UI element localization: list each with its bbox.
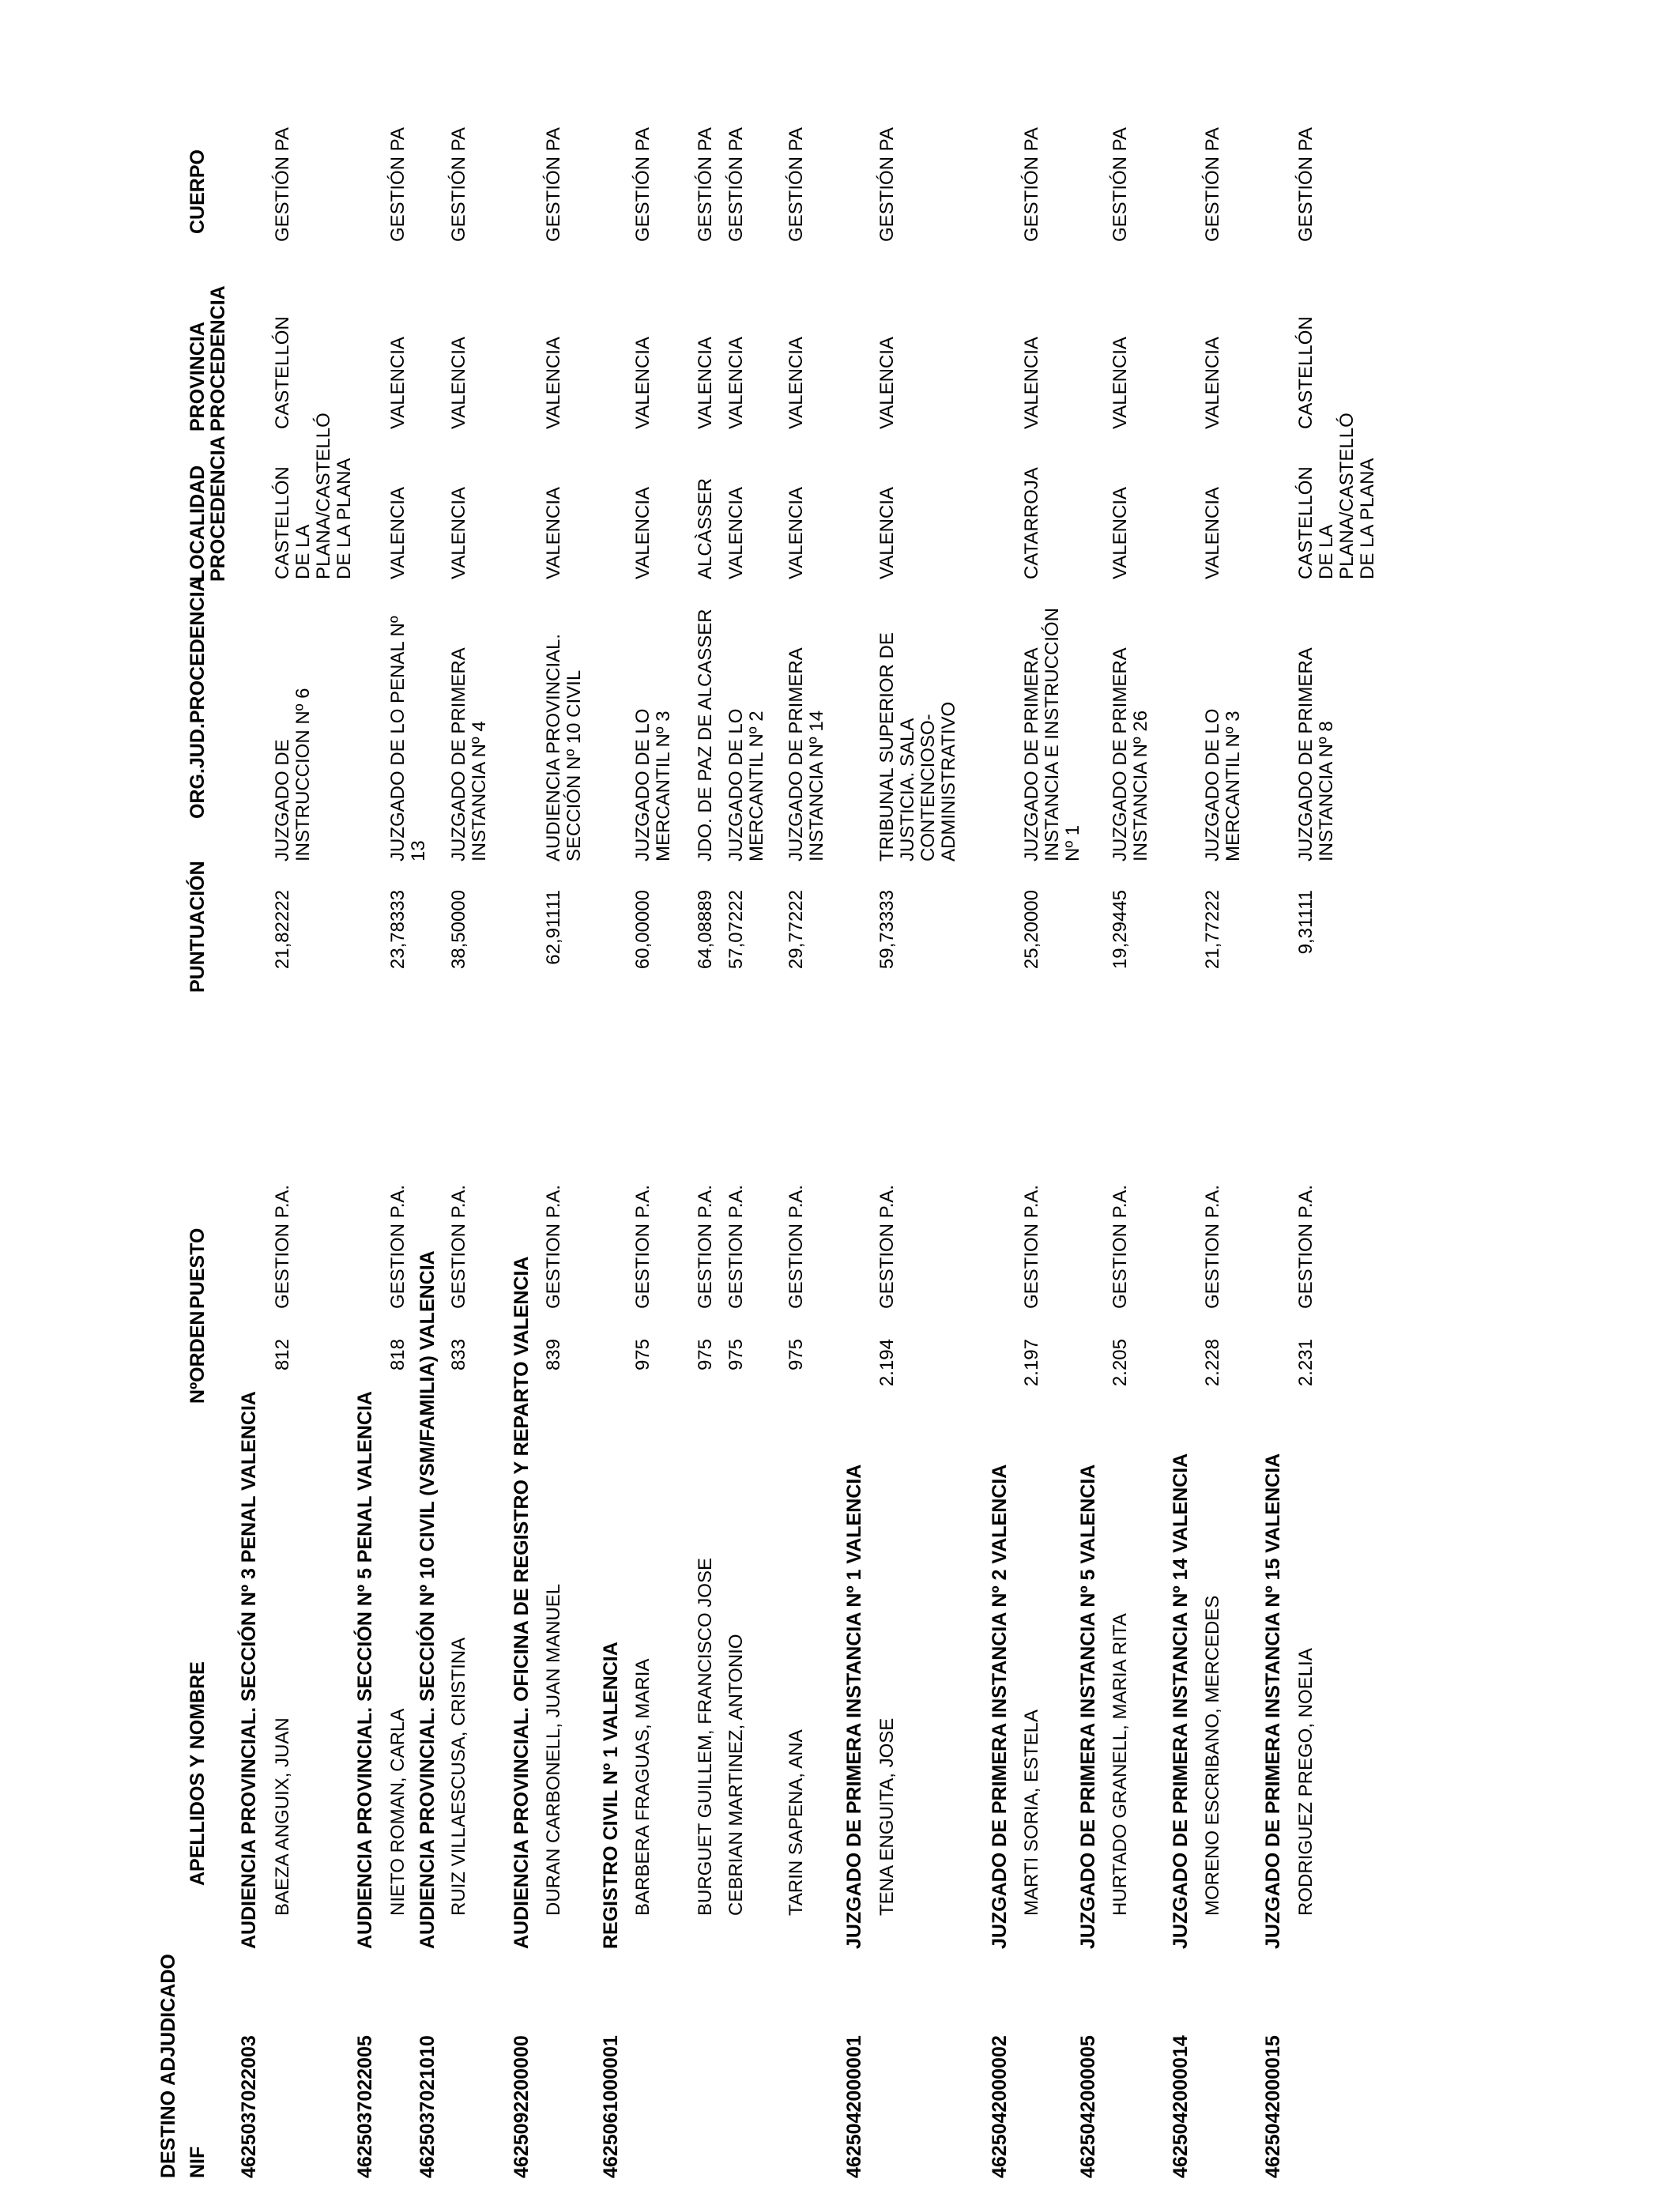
row-provincia: VALENCIA — [785, 337, 807, 429]
row-localidad: VALENCIA — [448, 487, 469, 579]
row-name: TARIN SAPENA, ANA — [785, 1729, 807, 1916]
header-org: ORG.JUD.PROCEDENCIA — [186, 577, 209, 819]
group-title: AUDIENCIA PROVINCIAL. SECCIÓN Nº 3 PENAL VALENCIA — [238, 1391, 260, 1949]
row-provincia: VALENCIA — [725, 337, 747, 429]
row-puntuacion: 57,07222 — [725, 890, 747, 970]
row-org-procedencia: JUZGADO DE LO MERCANTIL Nº 3 — [632, 708, 674, 861]
row-provincia: VALENCIA — [695, 337, 716, 429]
row-cuerpo: GESTIÓN PA — [632, 127, 654, 242]
row-provincia: VALENCIA — [448, 337, 469, 429]
row-orden: 812 — [272, 1339, 293, 1371]
row-puntuacion: 19,29445 — [1109, 890, 1131, 970]
row-puesto: GESTION P.A. — [1021, 1185, 1042, 1309]
row-org-procedencia: AUDIENCIA PROVINCIAL. SECCIÓN Nº 10 CIVIL — [543, 633, 585, 861]
row-name: RUIZ VILLAESCUSA, CRISTINA — [448, 1637, 469, 1916]
row-org-procedencia: JUZGADO DE LO MERCANTIL Nº 2 — [725, 708, 767, 861]
row-provincia: VALENCIA — [1202, 337, 1223, 429]
row-localidad: VALENCIA — [1109, 487, 1131, 579]
row-cuerpo: GESTIÓN PA — [725, 127, 747, 242]
row-puntuacion: 25,20000 — [1021, 890, 1042, 970]
row-puesto: GESTION P.A. — [1109, 1185, 1131, 1309]
row-orden: 2.194 — [876, 1339, 898, 1387]
row-puntuacion: 23,78333 — [387, 890, 409, 970]
row-provincia: CASTELLÓN — [1295, 316, 1317, 429]
group-nif: 4625037022005 — [354, 2035, 376, 2178]
row-orden: 2.205 — [1109, 1339, 1131, 1387]
row-puesto: GESTION P.A. — [543, 1185, 564, 1309]
row-localidad: VALENCIA — [1202, 487, 1223, 579]
row-localidad: CASTELLÓN DE LA PLANA/CASTELLÓ DE LA PLANA — [1295, 413, 1378, 579]
row-puesto: GESTION P.A. — [876, 1185, 898, 1309]
header-norden: NºORDEN — [186, 1310, 209, 1404]
row-localidad: ALCÀSSER — [695, 477, 716, 579]
row-cuerpo: GESTIÓN PA — [785, 127, 807, 242]
row-puesto: GESTION P.A. — [695, 1185, 716, 1309]
row-org-procedencia: JUZGADO DE LO MERCANTIL Nº 3 — [1202, 708, 1244, 861]
header-cuerpo: CUERPO — [186, 149, 209, 234]
group-nif: 4625042000002 — [989, 2035, 1011, 2178]
row-provincia: VALENCIA — [387, 337, 409, 429]
row-localidad: VALENCIA — [876, 487, 898, 579]
group-title: AUDIENCIA PROVINCIAL. SECCIÓN Nº 5 PENAL VALENCIA — [354, 1391, 376, 1949]
row-cuerpo: GESTIÓN PA — [1109, 127, 1131, 242]
group-nif: 4625037021010 — [416, 2035, 439, 2178]
row-cuerpo: GESTIÓN PA — [695, 127, 716, 242]
group-nif: 4625092200000 — [510, 2035, 533, 2178]
row-name: BARBERA FRAGUAS, MARIA — [632, 1658, 654, 1916]
row-orden: 975 — [725, 1339, 747, 1371]
group-nif: 4625042000015 — [1262, 2035, 1284, 2178]
group-nif: 4625042000001 — [843, 2035, 865, 2178]
row-orden: 839 — [543, 1339, 564, 1371]
row-orden: 975 — [695, 1339, 716, 1371]
group-nif: 4625042000005 — [1077, 2035, 1099, 2178]
row-name: HURTADO GRANELL, MARIA RITA — [1109, 1613, 1131, 1916]
row-localidad: VALENCIA — [785, 487, 807, 579]
row-cuerpo: GESTIÓN PA — [272, 127, 293, 242]
row-puntuacion: 9,31111 — [1295, 890, 1317, 955]
row-name: MORENO ESCRIBANO, MERCEDES — [1202, 1595, 1223, 1916]
row-puesto: GESTION P.A. — [272, 1185, 293, 1309]
row-puesto: GESTION P.A. — [632, 1185, 654, 1309]
row-puntuacion: 62,91111 — [543, 890, 564, 965]
group-nif: 4625061000001 — [600, 2035, 622, 2178]
row-provincia: VALENCIA — [543, 337, 564, 429]
row-localidad: VALENCIA — [632, 487, 654, 579]
row-puntuacion: 60,00000 — [632, 890, 654, 970]
row-localidad: VALENCIA — [387, 487, 409, 579]
group-title: AUDIENCIA PROVINCIAL. SECCIÓN Nº 10 CIVIL (VSM/FAMILIA) VALENCIA — [416, 1250, 439, 1949]
row-puesto: GESTION P.A. — [387, 1185, 409, 1309]
row-orden: 2.228 — [1202, 1339, 1223, 1387]
row-puntuacion: 21,82222 — [272, 890, 293, 970]
row-cuerpo: GESTIÓN PA — [1202, 127, 1223, 242]
row-orden: 2.231 — [1295, 1339, 1317, 1387]
row-org-procedencia: JUZGADO DE PRIMERA INSTANCIA Nº 8 — [1295, 648, 1337, 861]
row-org-procedencia: JUZGADO DE PRIMERA INSTANCIA Nº 4 — [448, 648, 490, 861]
group-nif: 4625042000014 — [1170, 2035, 1192, 2178]
header-destino: DESTINO ADJUDICADO — [157, 1954, 179, 2178]
row-provincia: VALENCIA — [1109, 337, 1131, 429]
header-nif: NIF — [186, 2146, 209, 2178]
row-name: MARTI SORIA, ESTELA — [1021, 1710, 1042, 1916]
row-org-procedencia: JUZGADO DE PRIMERA INSTANCIA Nº 26 — [1109, 648, 1151, 861]
row-name: BURGUET GUILLEM, FRANCISCO JOSE — [695, 1558, 716, 1916]
group-title: JUZGADO DE PRIMERA INSTANCIA Nº 1 VALENCIA — [843, 1464, 865, 1949]
row-puesto: GESTION P.A. — [725, 1185, 747, 1309]
row-puesto: GESTION P.A. — [1202, 1185, 1223, 1309]
row-name: BAEZA ANGUIX, JUAN — [272, 1717, 293, 1916]
row-org-procedencia: JUZGADO DE INSTRUCCION Nº 6 — [272, 688, 314, 861]
row-puntuacion: 64,08889 — [695, 890, 716, 970]
row-puntuacion: 21,77222 — [1202, 890, 1223, 970]
row-cuerpo: GESTIÓN PA — [387, 127, 409, 242]
row-org-procedencia: JUZGADO DE LO PENAL Nº 13 — [387, 616, 429, 861]
row-cuerpo: GESTIÓN PA — [1021, 127, 1042, 242]
row-cuerpo: GESTIÓN PA — [1295, 127, 1317, 242]
header-puntuacion: PUNTUACIÓN — [186, 861, 209, 993]
row-name: DURAN CARBONELL, JUAN MANUEL — [543, 1583, 564, 1916]
row-localidad: CATARROJA — [1021, 467, 1042, 579]
row-provincia: VALENCIA — [1021, 337, 1042, 429]
group-nif: 4625037022003 — [238, 2035, 260, 2178]
row-puesto: GESTION P.A. — [1295, 1185, 1317, 1309]
header-puesto: PUESTO — [186, 1227, 209, 1309]
header-provincia: PROVINCIA PROCEDENCIA — [186, 285, 229, 432]
group-title: JUZGADO DE PRIMERA INSTANCIA Nº 2 VALENCIA — [989, 1464, 1011, 1949]
row-provincia: VALENCIA — [876, 337, 898, 429]
row-localidad: VALENCIA — [543, 487, 564, 579]
row-name: CEBRIAN MARTINEZ, ANTONIO — [725, 1634, 747, 1916]
row-puntuacion: 38,50000 — [448, 890, 469, 970]
group-title: JUZGADO DE PRIMERA INSTANCIA Nº 14 VALENCIA — [1170, 1453, 1192, 1949]
group-title: JUZGADO DE PRIMERA INSTANCIA Nº 15 VALENCIA — [1262, 1453, 1284, 1949]
row-puesto: GESTION P.A. — [448, 1185, 469, 1309]
row-name: TENA ENGUITA, JOSE — [876, 1717, 898, 1916]
row-org-procedencia: TRIBUNAL SUPERIOR DE JUSTICIA. SALA CONTENCIOSO-ADMINISTRATIVO — [876, 632, 959, 861]
row-name: NIETO ROMAN, CARLA — [387, 1708, 409, 1916]
row-puntuacion: 29,77222 — [785, 890, 807, 970]
row-puesto: GESTION P.A. — [785, 1185, 807, 1309]
row-name: RODRIGUEZ PREGO, NOELIA — [1295, 1648, 1317, 1916]
row-puntuacion: 59,73333 — [876, 890, 898, 970]
row-orden: 818 — [387, 1339, 409, 1371]
group-title: REGISTRO CIVIL Nº 1 VALENCIA — [600, 1642, 622, 1949]
header-apellidos: APELLIDOS Y NOMBRE — [186, 1661, 209, 1886]
row-org-procedencia: JUZGADO DE PRIMERA INSTANCIA Nº 14 — [785, 648, 827, 861]
row-orden: 975 — [785, 1339, 807, 1371]
row-provincia: CASTELLÓN — [272, 316, 293, 429]
row-localidad: VALENCIA — [725, 487, 747, 579]
group-title: JUZGADO DE PRIMERA INSTANCIA Nº 5 VALENCIA — [1077, 1464, 1099, 1949]
group-title: AUDIENCIA PROVINCIAL. OFICINA DE REGISTRO Y REPARTO VALENCIA — [510, 1256, 533, 1949]
row-orden: 975 — [632, 1339, 654, 1371]
row-orden: 833 — [448, 1339, 469, 1371]
row-cuerpo: GESTIÓN PA — [876, 127, 898, 242]
row-localidad: CASTELLÓN DE LA PLANA/CASTELLÓ DE LA PLANA — [272, 413, 355, 579]
row-orden: 2.197 — [1021, 1339, 1042, 1387]
header-localidad: LOCALIDAD PROCEDENCIA — [186, 435, 229, 582]
row-org-procedencia: JUZGADO DE PRIMERA INSTANCIA E INSTRUCCIÓN Nº 1 — [1021, 608, 1083, 861]
row-org-procedencia: JDO. DE PAZ DE ALCASSER — [695, 609, 716, 861]
row-cuerpo: GESTIÓN PA — [543, 127, 564, 242]
row-provincia: VALENCIA — [632, 337, 654, 429]
row-cuerpo: GESTIÓN PA — [448, 127, 469, 242]
